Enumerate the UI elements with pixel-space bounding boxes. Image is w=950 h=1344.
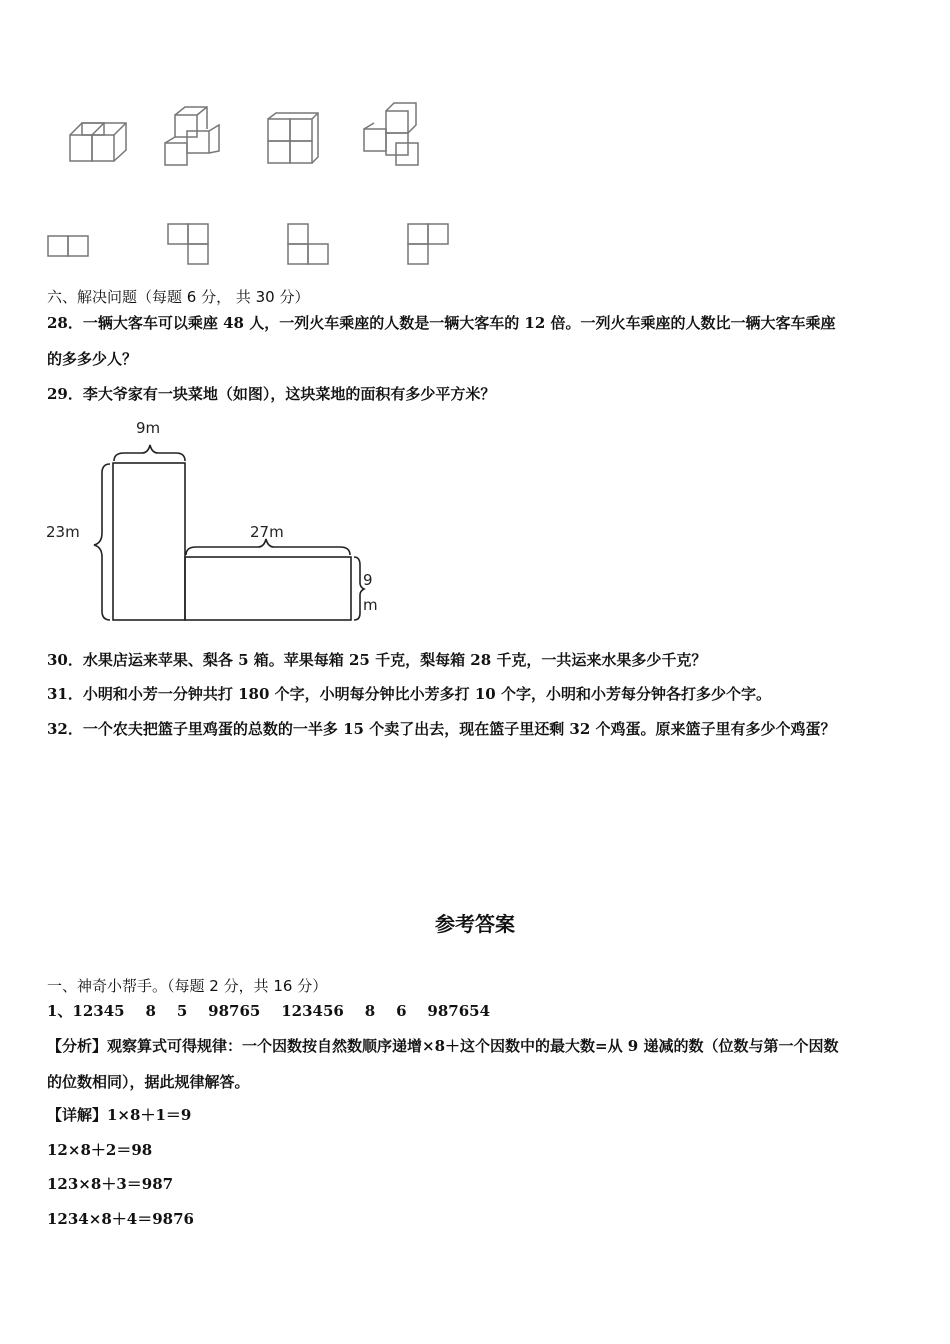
cube-figure-4 (364, 103, 418, 165)
cube-figures (60, 95, 440, 175)
section6-heading: 六、解决问题（每题 6 分， 共 30 分） (47, 288, 310, 306)
detail-line1: 【详解】1×8＋1＝9 (47, 1106, 192, 1124)
right-height-label-2: m (363, 596, 378, 614)
detail-line2: 12×8＋2＝98 (47, 1141, 153, 1159)
cube-figure-1 (70, 123, 126, 161)
analysis-line1: 【分析】观察算式可得规律：一个因数按自然数顺序递增×8＋这个因数中的最大数=从 9 递减的数（位数与第一个因数 (47, 1037, 839, 1055)
view-figure-2 (168, 224, 208, 264)
view-figure-3 (288, 224, 328, 264)
question-28-line1: 28．一辆大客车可以乘座 48 人，一列火车乘座的人数是一辆大客车的 12 倍。一列火车乘座的人数比一辆大客车乘座 (47, 314, 836, 332)
detail-line3: 123×8＋3＝987 (47, 1175, 174, 1193)
detail-line4: 1234×8＋4＝9876 (47, 1210, 194, 1228)
question-30: 30．水果店运来苹果、梨各 5 箱。苹果每箱 25 千克，梨每箱 28 千克，一共运来水果多少千克？ (47, 651, 707, 669)
left-brace (94, 464, 110, 620)
question-29: 29．李大爷家有一块菜地（如图），这块菜地的面积有多少平方米？ (47, 385, 496, 403)
view-figure-4 (408, 224, 448, 264)
question-28-line2: 的多多少人？ (47, 350, 138, 368)
cube-figure-2 (165, 107, 219, 165)
analysis-line2: 的位数相同），据此规律解答。 (47, 1073, 250, 1091)
question-32: 32．一个农夫把篮子里鸡蛋的总数的一半多 15 个卖了出去，现在篮子里还剩 32 个鸡蛋。原来篮子里有多少个鸡蛋？ (47, 720, 836, 738)
plot-diagram (40, 415, 400, 630)
wide-rectangle (185, 557, 351, 620)
bottom-brace (186, 539, 350, 555)
top-width-label: 9m (136, 419, 161, 437)
right-height-label-1: 9 (363, 571, 373, 589)
cube-figure-3 (268, 113, 318, 163)
tall-rectangle (113, 463, 185, 620)
answers-section1: 一、神奇小帮手。（每题 2 分，共 16 分） (47, 977, 328, 995)
view-figure-1 (48, 236, 88, 256)
left-height-label: 23m (46, 523, 80, 541)
answer-1: 1、12345 8 5 98765 123456 8 6 987654 (47, 1002, 491, 1020)
bottom-width-label: 27m (250, 523, 284, 541)
answers-title: 参考答案 (435, 912, 515, 936)
view-figures (40, 218, 460, 273)
question-31: 31．小明和小芳一分钟共打 180 个字，小明每分钟比小芳多打 10 个字，小明和小芳每分钟各打多少个字。 (47, 685, 771, 703)
top-brace (114, 445, 185, 461)
